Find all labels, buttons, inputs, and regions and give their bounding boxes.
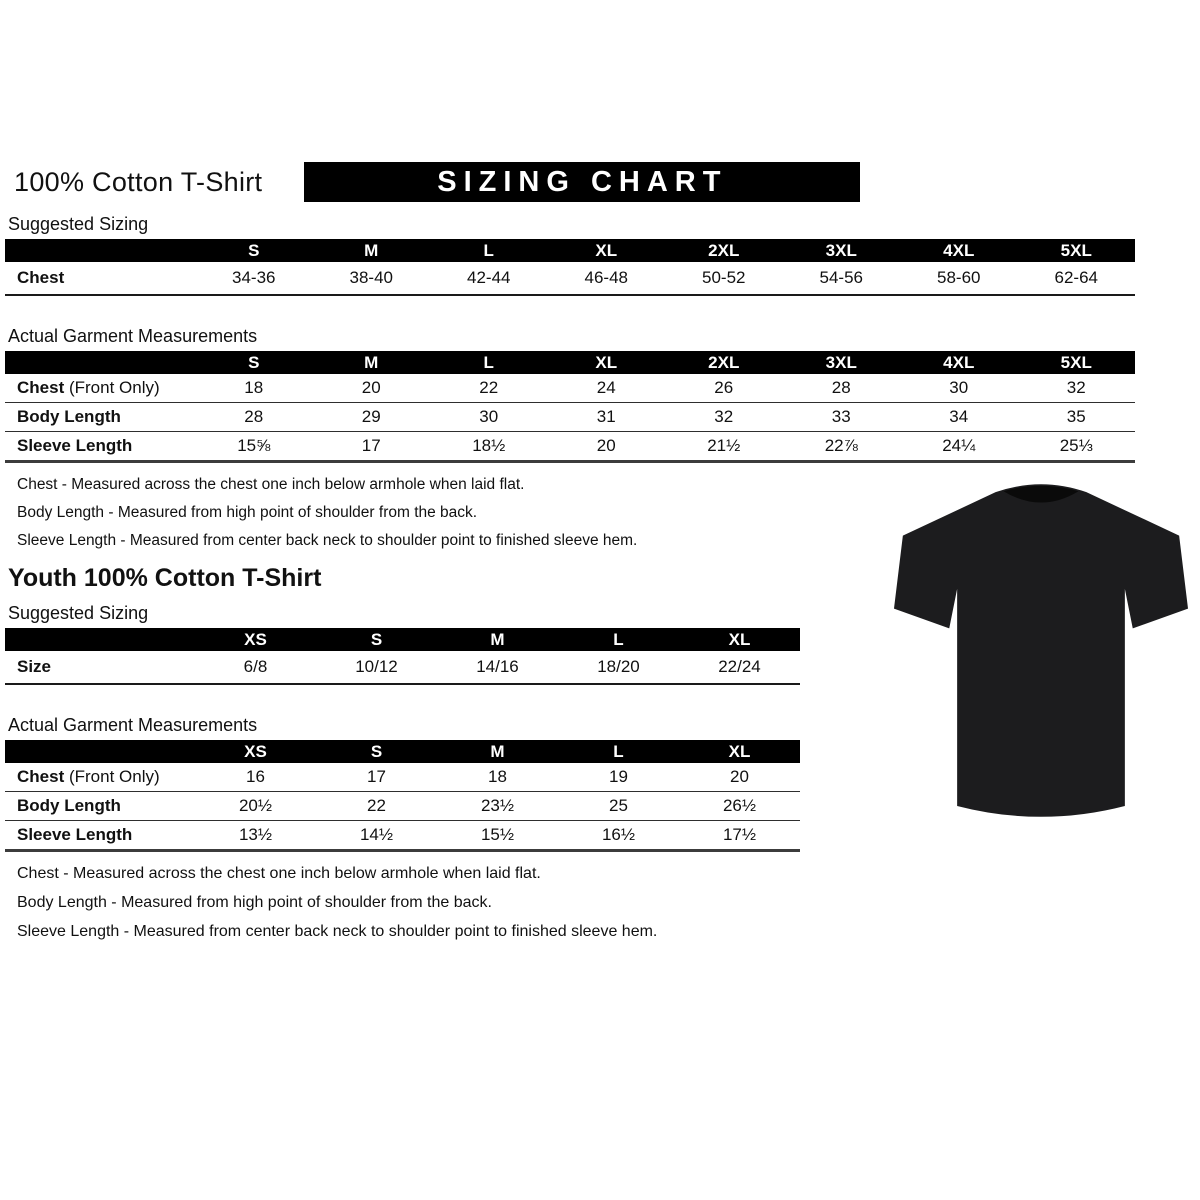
table-cell: 30: [479, 407, 499, 426]
table-cell: 35: [1066, 407, 1086, 426]
table-cell: 33: [831, 407, 851, 426]
youth-actual-table: [5, 740, 800, 852]
row-label: Sleeve Length: [17, 825, 133, 844]
note-chest: Chest - Measured across the chest one inch below armhole when laid flat.: [17, 476, 525, 493]
row-label: [5, 763, 195, 792]
table-cell: 22: [479, 378, 499, 397]
table-header-row: [5, 628, 800, 651]
table-row: [5, 432, 1135, 462]
table-header-row: [5, 351, 1135, 374]
table-cell: 25⅓: [1059, 436, 1093, 455]
table-cell: 15½: [480, 825, 515, 844]
table-cell: 18½: [472, 436, 506, 455]
adult-title: 100% Cotton T-Shirt: [14, 166, 263, 197]
note-body-length: Body Length - Measured from high point of shoulder from the back.: [17, 894, 492, 911]
tshirt-body: [894, 484, 1188, 817]
col-header: M: [313, 239, 431, 262]
tshirt-image: [893, 476, 1189, 832]
table-cell: 18: [244, 378, 264, 397]
row-label: Chest: [17, 268, 65, 287]
col-header: M: [313, 351, 431, 374]
table-cell: 28: [244, 407, 264, 426]
table-cell: 62-64: [1054, 268, 1098, 287]
table-cell: 19: [609, 767, 628, 786]
table-cell: 20½: [238, 796, 273, 815]
table-row: [5, 651, 800, 684]
header-spacer: [5, 740, 195, 763]
table-cell: 16½: [601, 825, 636, 844]
table-cell: 30: [949, 378, 969, 397]
table-cell: 28: [831, 378, 851, 397]
adult-header-row: [5, 160, 1190, 204]
table-cell: 32: [714, 407, 734, 426]
col-header: XL: [548, 351, 666, 374]
table-cell: 46-48: [584, 268, 628, 287]
table-cell: 18: [488, 767, 507, 786]
table-cell: 15⅝: [237, 436, 271, 455]
col-header: 3XL: [783, 239, 901, 262]
col-header: L: [430, 351, 548, 374]
youth-actual-label: Actual Garment Measurements: [8, 715, 258, 735]
row-label-main: Chest: [17, 767, 65, 786]
table-cell: 20: [596, 436, 616, 455]
table-cell: 10/12: [355, 657, 398, 676]
table-cell: 13½: [238, 825, 273, 844]
table-cell: 34: [949, 407, 969, 426]
col-header: S: [195, 239, 313, 262]
col-header: L: [558, 740, 679, 763]
table-cell: 58-60: [937, 268, 981, 287]
col-header: XL: [679, 628, 800, 651]
row-label-suffix: (Front Only): [64, 378, 160, 397]
table-cell: 14/16: [476, 657, 519, 676]
col-header: 3XL: [783, 351, 901, 374]
row-label: Body Length: [17, 796, 121, 815]
col-header: M: [437, 740, 558, 763]
col-header: L: [430, 239, 548, 262]
table-cell: 29: [361, 407, 381, 426]
adult-actual-table: [5, 351, 1135, 463]
adult-actual-label: Actual Garment Measurements: [8, 326, 258, 346]
table-cell: 14½: [359, 825, 394, 844]
col-header: S: [195, 351, 313, 374]
table-row: [5, 821, 800, 851]
table-cell: 22: [367, 796, 386, 815]
adult-suggested-table: [5, 239, 1135, 296]
table-cell: 24¼: [942, 436, 976, 455]
note-sleeve-length: Sleeve Length - Measured from center back neck to shoulder point to finished sleeve hem.: [17, 532, 638, 549]
row-label: [5, 374, 195, 403]
col-header: M: [437, 628, 558, 651]
header-spacer: [5, 628, 195, 651]
row-label-main: Chest: [17, 378, 65, 397]
table-row: [5, 763, 800, 792]
table-cell: 17: [361, 436, 381, 455]
table-header-row: [5, 239, 1135, 262]
header-spacer: [5, 239, 195, 262]
table-cell: 16: [246, 767, 265, 786]
table-cell: 42-44: [467, 268, 511, 287]
table-cell: 32: [1066, 378, 1086, 397]
table-cell: 6/8: [243, 657, 268, 676]
table-cell: 34-36: [232, 268, 276, 287]
header-spacer: [5, 351, 195, 374]
table-cell: 25: [609, 796, 628, 815]
row-label: Sleeve Length: [17, 436, 133, 455]
table-cell: 18/20: [597, 657, 640, 676]
table-cell: 22/24: [718, 657, 761, 676]
table-cell: 17: [367, 767, 386, 786]
table-cell: 26½: [722, 796, 757, 815]
table-cell: 54-56: [819, 268, 863, 287]
table-cell: 24: [596, 378, 616, 397]
col-header: 5XL: [1018, 351, 1136, 374]
row-label: Size: [17, 657, 52, 676]
col-header: 4XL: [900, 239, 1018, 262]
youth-suggested-label: Suggested Sizing: [8, 603, 149, 623]
note-sleeve-length: Sleeve Length - Measured from center back neck to shoulder point to finished sleeve hem.: [17, 923, 658, 940]
table-cell: 23½: [480, 796, 515, 815]
table-row: [5, 403, 1135, 432]
col-header: 5XL: [1018, 239, 1136, 262]
table-cell: 38-40: [349, 268, 393, 287]
table-cell: 50-52: [702, 268, 746, 287]
row-label: Body Length: [17, 407, 121, 426]
note-body-length: Body Length - Measured from high point of shoulder from the back.: [17, 504, 478, 521]
col-header: 2XL: [665, 351, 783, 374]
note-chest: Chest - Measured across the chest one inch below armhole when laid flat.: [17, 865, 541, 882]
col-header: XS: [195, 740, 316, 763]
adult-suggested-label: Suggested Sizing: [8, 214, 149, 234]
table-header-row: [5, 740, 800, 763]
col-header: S: [316, 628, 437, 651]
table-cell: 26: [714, 378, 734, 397]
col-header: 4XL: [900, 351, 1018, 374]
col-header: 2XL: [665, 239, 783, 262]
col-header: XL: [679, 740, 800, 763]
youth-notes: [17, 865, 1190, 941]
table-cell: 17½: [722, 825, 757, 844]
table-row: [5, 262, 1135, 295]
col-header: XL: [548, 239, 666, 262]
col-header: XS: [195, 628, 316, 651]
sizing-chart-banner: SIZING CHART: [304, 162, 860, 202]
table-cell: 20: [361, 378, 381, 397]
youth-title: Youth 100% Cotton T-Shirt: [8, 564, 322, 592]
table-row: [5, 792, 800, 821]
table-cell: 22⅞: [824, 436, 858, 455]
youth-suggested-table: [5, 628, 800, 685]
table-cell: 20: [730, 767, 749, 786]
col-header: S: [316, 740, 437, 763]
table-cell: 31: [596, 407, 616, 426]
col-header: L: [558, 628, 679, 651]
row-label-suffix: (Front Only): [64, 767, 160, 786]
table-cell: 21½: [707, 436, 741, 455]
table-row: [5, 374, 1135, 403]
